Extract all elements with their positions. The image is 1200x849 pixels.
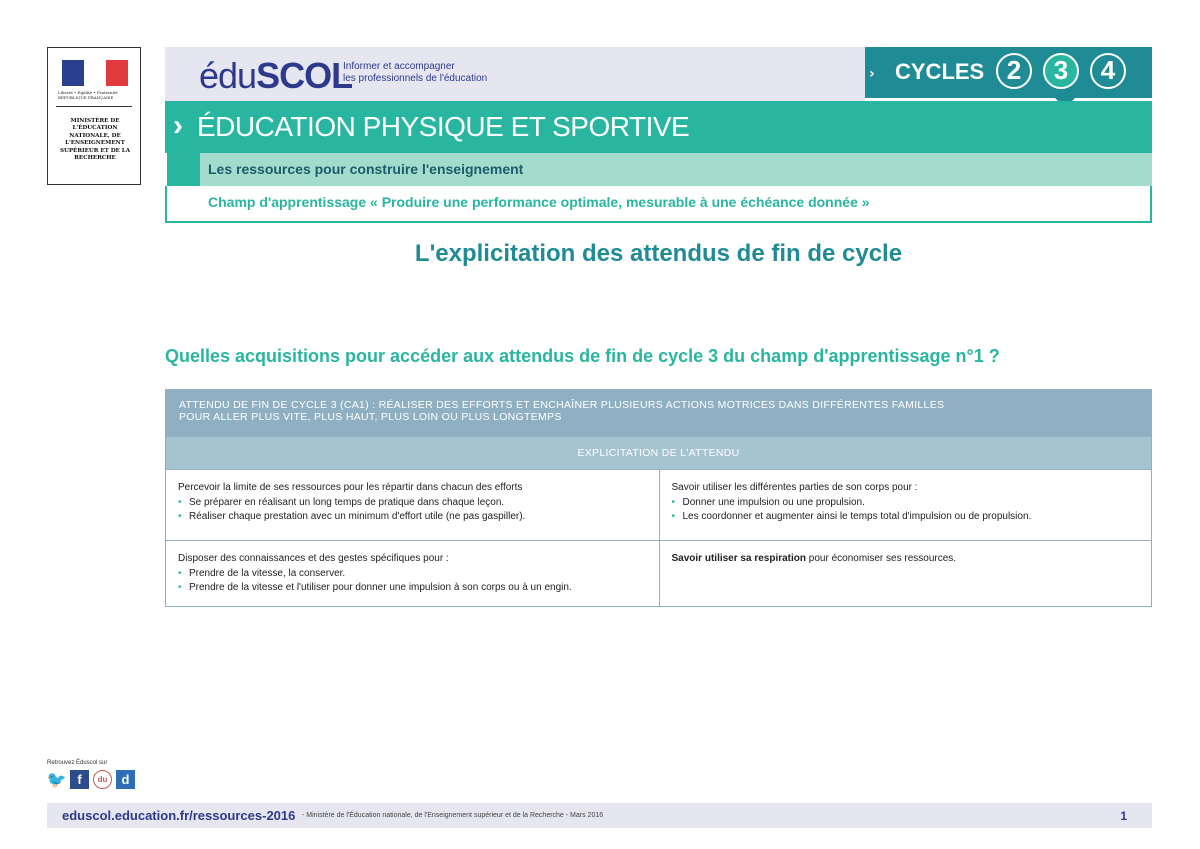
list-item-text: Réaliser chaque prestation avec un minimum d'effort utile (ne pas gaspiller).	[189, 511, 526, 522]
eduscol-tagline	[343, 61, 487, 85]
bullet-icon: •	[671, 497, 676, 508]
section-question: Quelles acquisitions pour accéder aux attendus de fin de cycle 3 du champ d'apprentissage n°1 ?	[165, 346, 1000, 366]
bullet-icon: •	[178, 568, 182, 579]
cycles-selector	[865, 47, 1152, 98]
eduscol-logo[interactable]	[199, 56, 352, 96]
table-subheader: EXPLICITATION DE L'ATTENDU	[165, 436, 1152, 470]
cell-lead-bold: Savoir utiliser sa respiration	[671, 553, 806, 564]
resources-text: Les ressources pour construire l'enseignement	[208, 161, 524, 177]
bullet-icon: •	[178, 497, 182, 508]
dailymotion-icon[interactable]: d	[116, 770, 135, 789]
cell-lead-rest: pour économiser ses ressources.	[806, 553, 957, 564]
list-item-text: Donner une impulsion ou une propulsion.	[682, 497, 865, 508]
footer-url[interactable]: eduscol.education.fr/ressources-2016	[62, 808, 296, 823]
chevron-right-icon: ›	[869, 66, 875, 82]
list-item-text: Prendre de la vitesse et l'utiliser pour donner une impulsion à son corps ou à un engin.	[189, 582, 572, 593]
list-item-text: Se préparer en réalisant un long temps de pratique dans chaque leçon.	[189, 497, 505, 508]
cell-lead: Percevoir la limite de ses ressources pour les répartir dans chacun des efforts	[178, 482, 523, 493]
cycle-4-badge[interactable]: 4	[1090, 53, 1126, 89]
cell-lead	[672, 552, 1142, 566]
table-row	[165, 541, 1152, 607]
table-header-line1: ATTENDU DE FIN DE CYCLE 3 (CA1) : RÉALISER DES EFFORTS ET ENCHAÎNER PLUSIEURS ACTIONS MOTRICES DANS DIFFÉRENTES FAMILLES	[179, 399, 945, 411]
champ-banner	[165, 186, 1152, 223]
list-item	[672, 496, 1142, 510]
attendus-table	[165, 389, 1152, 607]
eduscol-header	[165, 47, 865, 101]
logo-light-text: édu	[199, 55, 257, 96]
ministry-name: MINISTÈRE DE L'ÉDUCATION NATIONALE, DE L'ENSEIGNEMENT SUPÉRIEUR ET DE LA RECHERCHE	[59, 118, 131, 162]
facebook-icon[interactable]: f	[70, 770, 89, 789]
resources-banner	[198, 153, 1152, 186]
table-header	[165, 389, 1152, 436]
subject-banner	[165, 101, 1152, 153]
list-item	[672, 510, 1142, 524]
table-cell	[659, 470, 1152, 540]
list-item	[178, 496, 649, 510]
cell-lead: Savoir utiliser les différentes parties de son corps pour :	[671, 482, 918, 493]
twitter-icon[interactable]: 🐦	[46, 771, 67, 789]
tagline-line1: Informer et accompagner	[343, 61, 455, 72]
republic-motto: Liberté • Égalité • Fraternité RÉPUBLIQUE FRANÇAISE	[58, 90, 118, 100]
page-title: L'explicitation des attendus de fin de cycle	[414, 240, 903, 267]
marianne-flag-icon	[62, 60, 128, 86]
bullet-icon: •	[671, 511, 676, 522]
list-item-text: Les coordonner et augmenter ainsi le temps total d'impulsion ou de propulsion.	[682, 511, 1032, 522]
logo-bold-text: SCOL	[256, 55, 353, 96]
list-item	[178, 510, 649, 524]
list-item-text: Prendre de la vitesse, la conserver.	[189, 568, 346, 579]
champ-text: Champ d'apprentissage « Produire une performance optimale, mesurable à une échéance donnée »	[208, 194, 870, 210]
ministry-logo	[47, 47, 141, 185]
footer-credit: - Ministère de l'Éducation nationale, de l'Enseignement supérieur et de la Recherche - Mars 2016	[302, 812, 604, 819]
social-label: Retrouvez Éduscol sur	[47, 760, 108, 766]
footer-bar	[47, 803, 1152, 828]
list-item	[178, 567, 649, 581]
bullet-icon: •	[178, 582, 182, 593]
dailymotion-du-icon[interactable]: du	[93, 770, 112, 789]
tagline-line2: les professionnels de l'éducation	[343, 73, 488, 84]
social-links	[47, 770, 135, 789]
chevron-right-icon: ›	[173, 109, 183, 142]
table-cell	[659, 541, 1152, 606]
list-item	[178, 581, 649, 595]
table-row	[165, 470, 1152, 541]
subject-title: ÉDUCATION PHYSIQUE ET SPORTIVE	[197, 111, 690, 142]
cycles-label: CYCLES	[895, 59, 985, 84]
bullet-icon: •	[178, 511, 182, 522]
cycle-3-badge[interactable]: 3	[1043, 53, 1079, 89]
cycle-2-badge[interactable]: 2	[996, 53, 1032, 89]
cell-lead: Disposer des connaissances et des gestes spécifiques pour :	[178, 553, 449, 564]
page-number: 1	[1120, 809, 1127, 823]
table-header-line2: POUR ALLER PLUS VITE, PLUS HAUT, PLUS LOIN OU PLUS LONGTEMPS	[179, 411, 562, 423]
table-cell	[166, 541, 659, 606]
table-cell	[166, 470, 659, 540]
